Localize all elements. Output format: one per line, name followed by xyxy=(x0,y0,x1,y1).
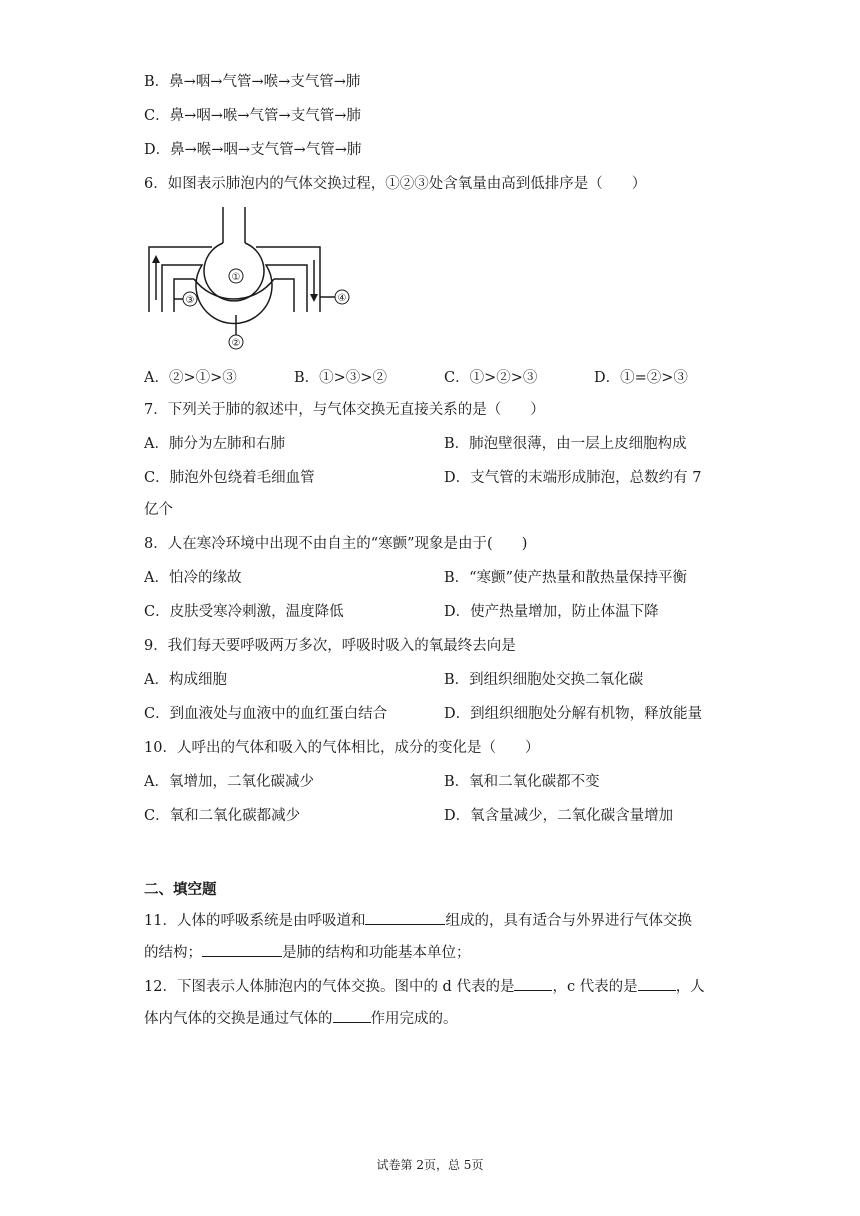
section-heading: 二、填空题 xyxy=(144,881,217,898)
q8-option-d: D．使产热量增加，防止体温下降 xyxy=(444,604,659,620)
q8-option-b: B．“寒颤”使产热量和散热量保持平衡 xyxy=(444,570,687,586)
q7-option-a: A．肺分为左肺和右肺 xyxy=(144,436,285,452)
q7-option-d: D．支气管的末端形成肺泡，总数约有 7 xyxy=(444,470,702,486)
q11-blank-1[interactable] xyxy=(365,910,445,925)
q10-option-d: D．氧含量减少，二氧化碳含量增加 xyxy=(444,808,674,824)
q7-option-d-continued: 亿个 xyxy=(144,502,173,518)
q12-text-5: 作用完成的。 xyxy=(370,1011,458,1027)
q8-option-a: A．怕冷的缘故 xyxy=(144,570,242,586)
q12-text-3: ，人 xyxy=(675,979,705,995)
q6-option-d: D．①=②>③ xyxy=(594,370,688,386)
q12-line-2 xyxy=(144,1008,458,1029)
label-4: ④ xyxy=(337,293,347,304)
q5-option-b: B．鼻→咽→气管→喉→支气管→肺 xyxy=(144,74,361,90)
q12-blank-3[interactable] xyxy=(333,1008,371,1023)
q8-option-c: C．皮肤受寒冷刺激，温度降低 xyxy=(144,604,344,620)
q12-blank-c[interactable] xyxy=(638,976,676,991)
page-footer: 试卷第 2页，总 5页 xyxy=(376,1158,484,1172)
q6-option-a: A．②>①>③ xyxy=(144,370,237,386)
q5-option-c: C．鼻→咽→喉→气管→支气管→肺 xyxy=(144,108,361,124)
q11-text-4: 是肺的结构和功能基本单位； xyxy=(282,945,471,961)
q12-text-2: ，c 代表的是 xyxy=(552,979,638,995)
q11-text-1: 11．人体的呼吸系统是由呼吸道和 xyxy=(144,913,366,929)
q7-option-c: C．肺泡外包绕着毛细血管 xyxy=(144,470,315,486)
q10-stem: 10．人呼出的气体和吸入的气体相比，成分的变化是（ ） xyxy=(144,740,540,756)
q7-stem: 7．下列关于肺的叙述中，与气体交换无直接关系的是（ ） xyxy=(144,402,545,418)
q6-stem: 6．如图表示肺泡内的气体交换过程，①②③处含氧量由高到低排序是（ ） xyxy=(144,176,647,192)
q11-line-2 xyxy=(144,942,471,963)
q10-option-b: B．氧和二氧化碳都不变 xyxy=(444,774,600,790)
q12-blank-d[interactable] xyxy=(514,976,552,991)
label-1: ① xyxy=(231,272,241,283)
q9-stem: 9．我们每天要呼吸两万多次，呼吸时吸入的氧最终去向是 xyxy=(144,638,516,654)
q7-option-b: B．肺泡壁很薄，由一层上皮细胞构成 xyxy=(444,436,687,452)
q6-option-c: C．①>②>③ xyxy=(444,370,538,386)
q9-option-b: B．到组织细胞处交换二氧化碳 xyxy=(444,672,644,688)
label-2: ② xyxy=(231,338,241,349)
q11-text-2: 组成的，具有适合与外界进行气体交换 xyxy=(445,913,692,929)
q12-text-4: 体内气体的交换是通过气体的 xyxy=(144,1011,333,1027)
q9-option-a: A．构成细胞 xyxy=(144,672,227,688)
q10-option-a: A．氧增加，二氧化碳减少 xyxy=(144,774,314,790)
q10-option-c: C．氧和二氧化碳都减少 xyxy=(144,808,301,824)
q12-text-1: 12．下图表示人体肺泡内的气体交换。图中的 d 代表的是 xyxy=(144,979,515,995)
q6-option-b: B．①>③>② xyxy=(294,370,387,386)
q8-stem: 8．人在寒冷环境中出现不由自主的“寒颤”现象是由于( ) xyxy=(144,536,528,552)
q12-line-1 xyxy=(144,976,705,997)
q11-blank-2[interactable] xyxy=(202,942,282,957)
q9-option-c: C．到血液处与血液中的血红蛋白结合 xyxy=(144,706,388,722)
label-3: ③ xyxy=(185,295,195,306)
q9-option-d: D．到组织细胞处分解有机物，释放能量 xyxy=(444,706,703,722)
alveolus-gas-exchange-diagram xyxy=(144,205,364,355)
q11-text-3: 的结构； xyxy=(144,945,202,961)
q11-line-1 xyxy=(144,910,692,931)
q5-option-d: D．鼻→喉→咽→支气管→气管→肺 xyxy=(144,142,362,158)
